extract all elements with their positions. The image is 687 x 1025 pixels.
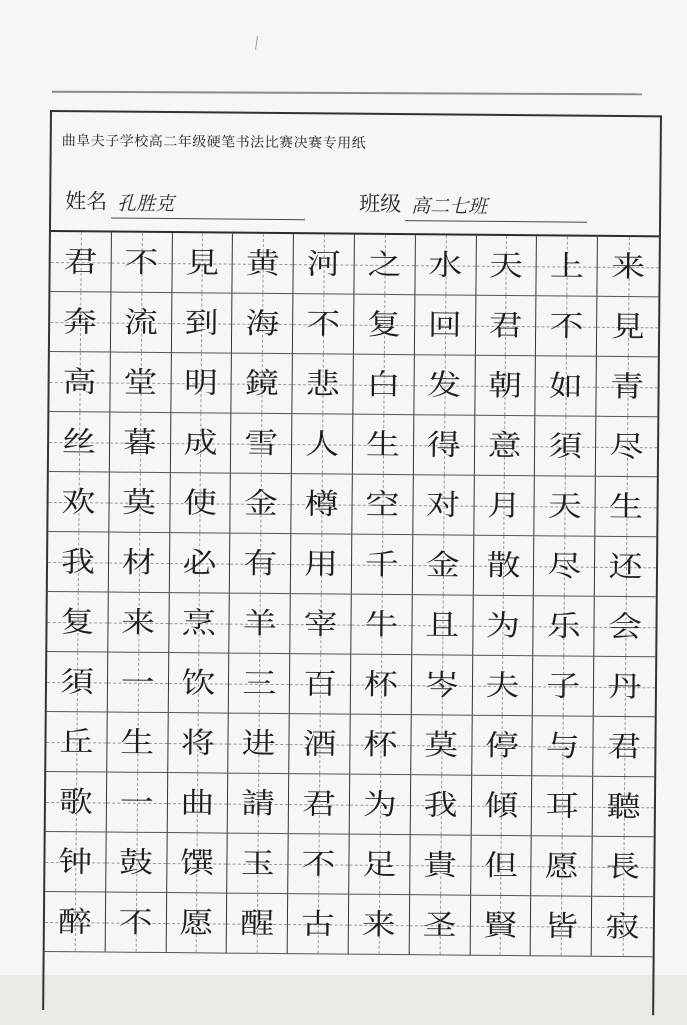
grid-cell <box>169 593 230 654</box>
grid-cell <box>230 594 291 655</box>
grid-cell <box>170 413 231 474</box>
handwritten-character: 材 <box>121 545 156 580</box>
handwritten-character: 宰 <box>303 606 338 642</box>
handwritten-character: 对 <box>426 487 461 523</box>
handwritten-character: 鼓 <box>118 845 154 880</box>
handwritten-character: 酒 <box>302 726 337 762</box>
page-top-rule <box>52 91 642 96</box>
grid-cell <box>106 773 167 834</box>
handwritten-character: 牛 <box>364 607 399 642</box>
handwritten-character: 千 <box>364 547 400 582</box>
handwritten-character: 醒 <box>240 906 275 941</box>
name-value: 孔胜克 <box>111 189 305 221</box>
class-field <box>359 183 587 223</box>
grid-cell <box>413 535 474 596</box>
handwritten-character: 不 <box>306 306 341 342</box>
grid-cell <box>350 715 411 776</box>
grid-cell <box>476 236 537 297</box>
handwritten-character: 来 <box>121 605 156 640</box>
handwritten-character: 必 <box>182 545 217 580</box>
handwritten-character: 足 <box>362 847 397 882</box>
grid-cell <box>49 352 110 413</box>
grid-cell <box>532 776 593 837</box>
grid-cell <box>107 713 168 774</box>
grid-cell <box>50 232 111 293</box>
grid-cell <box>228 834 289 895</box>
handwritten-character: 来 <box>361 907 396 942</box>
handwritten-character: 尽 <box>609 429 644 464</box>
class-value: 高二七班 <box>405 191 587 223</box>
handwritten-character: 羊 <box>242 606 277 641</box>
grid-cell <box>171 293 232 354</box>
grid-cell <box>533 716 594 777</box>
handwritten-character: 发 <box>427 367 462 403</box>
handwritten-character: 醉 <box>57 904 92 939</box>
grid-cell <box>230 534 291 595</box>
handwritten-character: 人 <box>305 426 340 462</box>
grid-cell <box>415 235 476 296</box>
grid-cell <box>594 657 655 718</box>
handwritten-character: 聽 <box>606 789 641 824</box>
grid-cell <box>532 836 593 897</box>
grid-cell <box>227 894 288 955</box>
handwritten-character: 圣 <box>422 907 457 943</box>
grid-cell <box>531 896 592 957</box>
grid-cell <box>170 473 231 534</box>
handwritten-character: 杯 <box>363 727 398 762</box>
handwritten-character: 暮 <box>122 425 157 460</box>
handwritten-character: 朝 <box>487 368 523 403</box>
handwritten-character: 天 <box>488 248 524 283</box>
grid-cell <box>475 296 536 357</box>
grid-cell <box>414 355 475 416</box>
handwritten-character: 青 <box>610 369 645 404</box>
handwritten-character: 莫 <box>122 485 157 520</box>
grid-cell <box>354 295 415 356</box>
grid-cell <box>350 775 411 836</box>
handwritten-character: 复 <box>366 307 402 342</box>
grid-cell <box>108 653 169 714</box>
handwritten-character: 钟 <box>58 844 93 879</box>
handwritten-character: 得 <box>426 427 461 463</box>
handwritten-character: 明 <box>183 365 219 400</box>
grid-cell <box>106 833 167 894</box>
handwritten-character: 月 <box>486 488 522 523</box>
grid-cell <box>229 654 290 715</box>
grid-cell <box>473 536 534 597</box>
grid-cell <box>535 416 596 477</box>
grid-cell <box>351 655 412 716</box>
handwritten-character: 君 <box>301 786 337 822</box>
grid-cell <box>229 714 290 775</box>
grid-cell <box>288 894 349 955</box>
handwritten-character: 还 <box>608 549 643 584</box>
grid-cell <box>415 295 476 356</box>
pen-mark <box>255 36 258 50</box>
grid-cell <box>109 533 170 594</box>
handwritten-character: 丹 <box>607 669 642 704</box>
grid-cell <box>537 236 598 297</box>
handwritten-character: 丘 <box>59 724 94 759</box>
handwritten-character: 与 <box>545 728 580 764</box>
grid-cell <box>349 835 410 896</box>
grid-cell <box>48 472 109 533</box>
grid-cell <box>472 656 533 717</box>
grid-cell <box>105 893 166 954</box>
grid-cell <box>171 353 232 414</box>
handwritten-character: 須 <box>59 664 95 699</box>
grid-cell <box>471 836 532 897</box>
handwritten-character: 天 <box>547 488 582 524</box>
character-grid <box>45 232 659 957</box>
handwritten-character: 不 <box>549 308 584 344</box>
handwritten-character: 烹 <box>181 605 217 640</box>
grid-cell <box>410 835 471 896</box>
handwritten-character: 我 <box>423 787 458 823</box>
grid-cell <box>414 415 475 476</box>
grid-cell <box>293 294 354 355</box>
handwritten-character: 乐 <box>546 608 581 644</box>
handwritten-character: 不 <box>301 846 336 882</box>
handwritten-character: 玉 <box>240 846 275 881</box>
handwritten-character: 有 <box>243 546 278 581</box>
grid-cell <box>353 355 414 416</box>
grid-cell <box>536 296 597 357</box>
grid-cell <box>110 353 171 414</box>
form-title: 曲阜夫子学校高二年级硬笔书法比赛决赛专用纸 <box>61 133 367 152</box>
grid-cell <box>352 535 413 596</box>
handwritten-character: 散 <box>486 548 521 583</box>
grid-cell <box>50 292 111 353</box>
grid-cell <box>596 417 657 478</box>
handwritten-character: 我 <box>60 544 96 579</box>
handwritten-character: 不 <box>118 905 153 940</box>
handwritten-character: 高 <box>62 364 97 399</box>
grid-cell <box>410 775 471 836</box>
handwritten-character: 回 <box>427 307 462 343</box>
grid-cell <box>166 893 227 954</box>
grid-cell <box>109 473 170 534</box>
handwritten-character: 上 <box>549 248 585 284</box>
grid-cell <box>413 475 474 536</box>
grid-cell <box>474 416 535 477</box>
handwritten-character: 君 <box>488 308 523 343</box>
handwritten-character: 白 <box>366 367 401 402</box>
handwritten-character: 之 <box>367 247 402 282</box>
handwritten-character: 生 <box>365 427 401 462</box>
handwritten-character: 皆 <box>544 908 579 944</box>
handwritten-character: 如 <box>548 368 584 404</box>
handwritten-character: 且 <box>425 607 460 643</box>
handwritten-character: 百 <box>302 666 338 702</box>
handwritten-character: 为 <box>362 787 397 822</box>
handwritten-character: 古 <box>300 906 336 942</box>
writing-grid <box>44 230 659 1025</box>
grid-cell <box>412 655 473 716</box>
grid-cell <box>534 596 595 657</box>
grid-cell <box>232 354 293 415</box>
grid-cell <box>352 475 413 536</box>
handwritten-character: 进 <box>241 726 276 761</box>
handwritten-character: 馔 <box>179 845 215 880</box>
grid-cell <box>49 412 110 473</box>
grid-cell <box>354 235 415 296</box>
grid-cell <box>598 237 659 298</box>
grid-cell <box>351 595 412 656</box>
grid-cell <box>293 354 354 415</box>
handwritten-character: 須 <box>548 428 583 464</box>
handwritten-character: 海 <box>245 306 280 341</box>
grid-cell <box>47 592 108 653</box>
grid-cell <box>595 477 656 538</box>
handwritten-character: 岑 <box>424 667 459 703</box>
handwritten-character: 成 <box>183 425 218 460</box>
grid-cell <box>597 297 658 358</box>
grid-cell <box>172 233 233 294</box>
grid-cell <box>231 474 292 535</box>
grid-cell <box>111 293 172 354</box>
grid-cell <box>294 234 355 295</box>
grid-cell <box>412 595 473 656</box>
handwritten-character: 悲 <box>305 366 340 402</box>
grid-cell <box>233 234 294 295</box>
handwritten-character: 用 <box>303 546 339 582</box>
grid-cell <box>169 533 230 594</box>
grid-cell <box>289 714 350 775</box>
grid-cell <box>232 294 293 355</box>
handwritten-character: 欢 <box>61 484 96 519</box>
grid-cell <box>289 774 350 835</box>
handwritten-character: 但 <box>483 848 519 883</box>
grid-cell <box>593 777 654 838</box>
grid-cell <box>46 772 107 833</box>
handwritten-character: 愿 <box>179 905 214 940</box>
grid-cell <box>349 895 410 956</box>
handwritten-character: 莫 <box>424 727 459 763</box>
grid-cell <box>288 834 349 895</box>
name-label: 姓名 <box>65 189 108 214</box>
handwritten-character: 雪 <box>244 426 279 461</box>
grid-cell <box>472 716 533 777</box>
handwritten-character: 复 <box>60 604 95 639</box>
class-label: 班级 <box>359 191 402 217</box>
handwritten-character: 傾 <box>484 788 519 823</box>
grid-cell <box>290 594 351 655</box>
grid-cell <box>110 413 171 474</box>
grid-cell <box>593 717 654 778</box>
handwritten-character: 黄 <box>245 246 281 281</box>
grid-cell <box>409 895 470 956</box>
grid-cell <box>111 233 172 294</box>
handwritten-character: 請 <box>241 786 276 821</box>
grid-cell <box>536 356 597 417</box>
handwritten-character: 樽 <box>304 486 339 522</box>
grid-cell <box>595 537 656 598</box>
grid-cell <box>48 532 109 593</box>
handwritten-character: 耳 <box>545 788 580 824</box>
handwritten-character: 流 <box>123 305 158 340</box>
handwritten-character: 歌 <box>58 784 94 819</box>
handwritten-character: 奔 <box>62 304 98 339</box>
handwritten-character: 饮 <box>181 665 216 700</box>
handwritten-character: 河 <box>306 246 341 282</box>
handwritten-character: 来 <box>611 249 646 284</box>
grid-cell <box>353 415 414 476</box>
grid-cell <box>471 776 532 837</box>
handwritten-character: 意 <box>487 428 522 463</box>
handwritten-character: 会 <box>607 609 643 644</box>
grid-cell <box>592 897 653 958</box>
handwritten-character: 曲 <box>180 785 215 820</box>
grid-cell <box>592 837 653 898</box>
grid-cell <box>292 414 353 475</box>
grid-cell <box>45 892 106 953</box>
handwritten-character: 停 <box>484 728 520 763</box>
grid-cell <box>475 356 536 417</box>
handwritten-character: 君 <box>63 244 98 279</box>
handwritten-character: 賢 <box>483 908 518 943</box>
handwritten-character: 子 <box>546 668 581 704</box>
handwritten-character: 三 <box>242 666 277 701</box>
grid-cell <box>291 474 352 535</box>
handwritten-character: 使 <box>182 485 218 520</box>
handwritten-character: 一 <box>120 665 155 700</box>
grid-cell <box>597 357 658 418</box>
handwritten-character: 夫 <box>485 668 520 703</box>
handwritten-character: 杯 <box>363 667 399 702</box>
grid-cell <box>228 774 289 835</box>
handwritten-character: 尽 <box>547 548 582 584</box>
grid-cell <box>47 652 108 713</box>
handwritten-character: 丝 <box>61 424 97 459</box>
grid-cell <box>45 832 106 893</box>
grid-cell <box>167 833 228 894</box>
handwritten-character: 鏡 <box>244 366 280 401</box>
grid-cell <box>168 653 229 714</box>
grid-cell <box>470 896 531 957</box>
handwritten-character: 金 <box>243 486 279 521</box>
grid-cell <box>594 597 655 658</box>
handwritten-character: 見 <box>610 309 645 344</box>
grid-cell <box>291 534 352 595</box>
handwritten-character: 空 <box>365 487 400 522</box>
name-field <box>65 180 305 220</box>
grid-cell <box>46 712 107 773</box>
handwritten-character: 寂 <box>605 909 640 944</box>
handwritten-character: 一 <box>119 785 154 820</box>
calligraphy-form <box>42 110 662 1015</box>
handwritten-character: 見 <box>185 245 220 280</box>
handwritten-character: 将 <box>180 725 216 760</box>
grid-cell <box>231 414 292 475</box>
grid-cell <box>474 476 535 537</box>
grid-cell <box>534 536 595 597</box>
handwritten-character: 堂 <box>123 365 158 400</box>
handwritten-character: 貴 <box>422 847 458 883</box>
grid-cell <box>167 773 228 834</box>
grid-cell <box>108 593 169 654</box>
handwritten-character: 君 <box>606 729 642 764</box>
grid-cell <box>290 654 351 715</box>
handwritten-character: 为 <box>485 608 521 643</box>
handwritten-character: 金 <box>425 547 460 583</box>
handwritten-character: 愿 <box>544 848 579 884</box>
handwritten-character: 生 <box>120 725 155 760</box>
grid-cell <box>473 596 534 657</box>
grid-cell <box>411 715 472 776</box>
grid-cell <box>535 476 596 537</box>
handwritten-character: 到 <box>184 305 219 340</box>
handwritten-character: 長 <box>605 849 641 884</box>
handwritten-character: 生 <box>608 489 644 524</box>
grid-cell <box>168 713 229 774</box>
handwritten-character: 水 <box>428 247 463 283</box>
handwritten-character: 不 <box>124 245 159 280</box>
grid-cell <box>533 656 594 717</box>
